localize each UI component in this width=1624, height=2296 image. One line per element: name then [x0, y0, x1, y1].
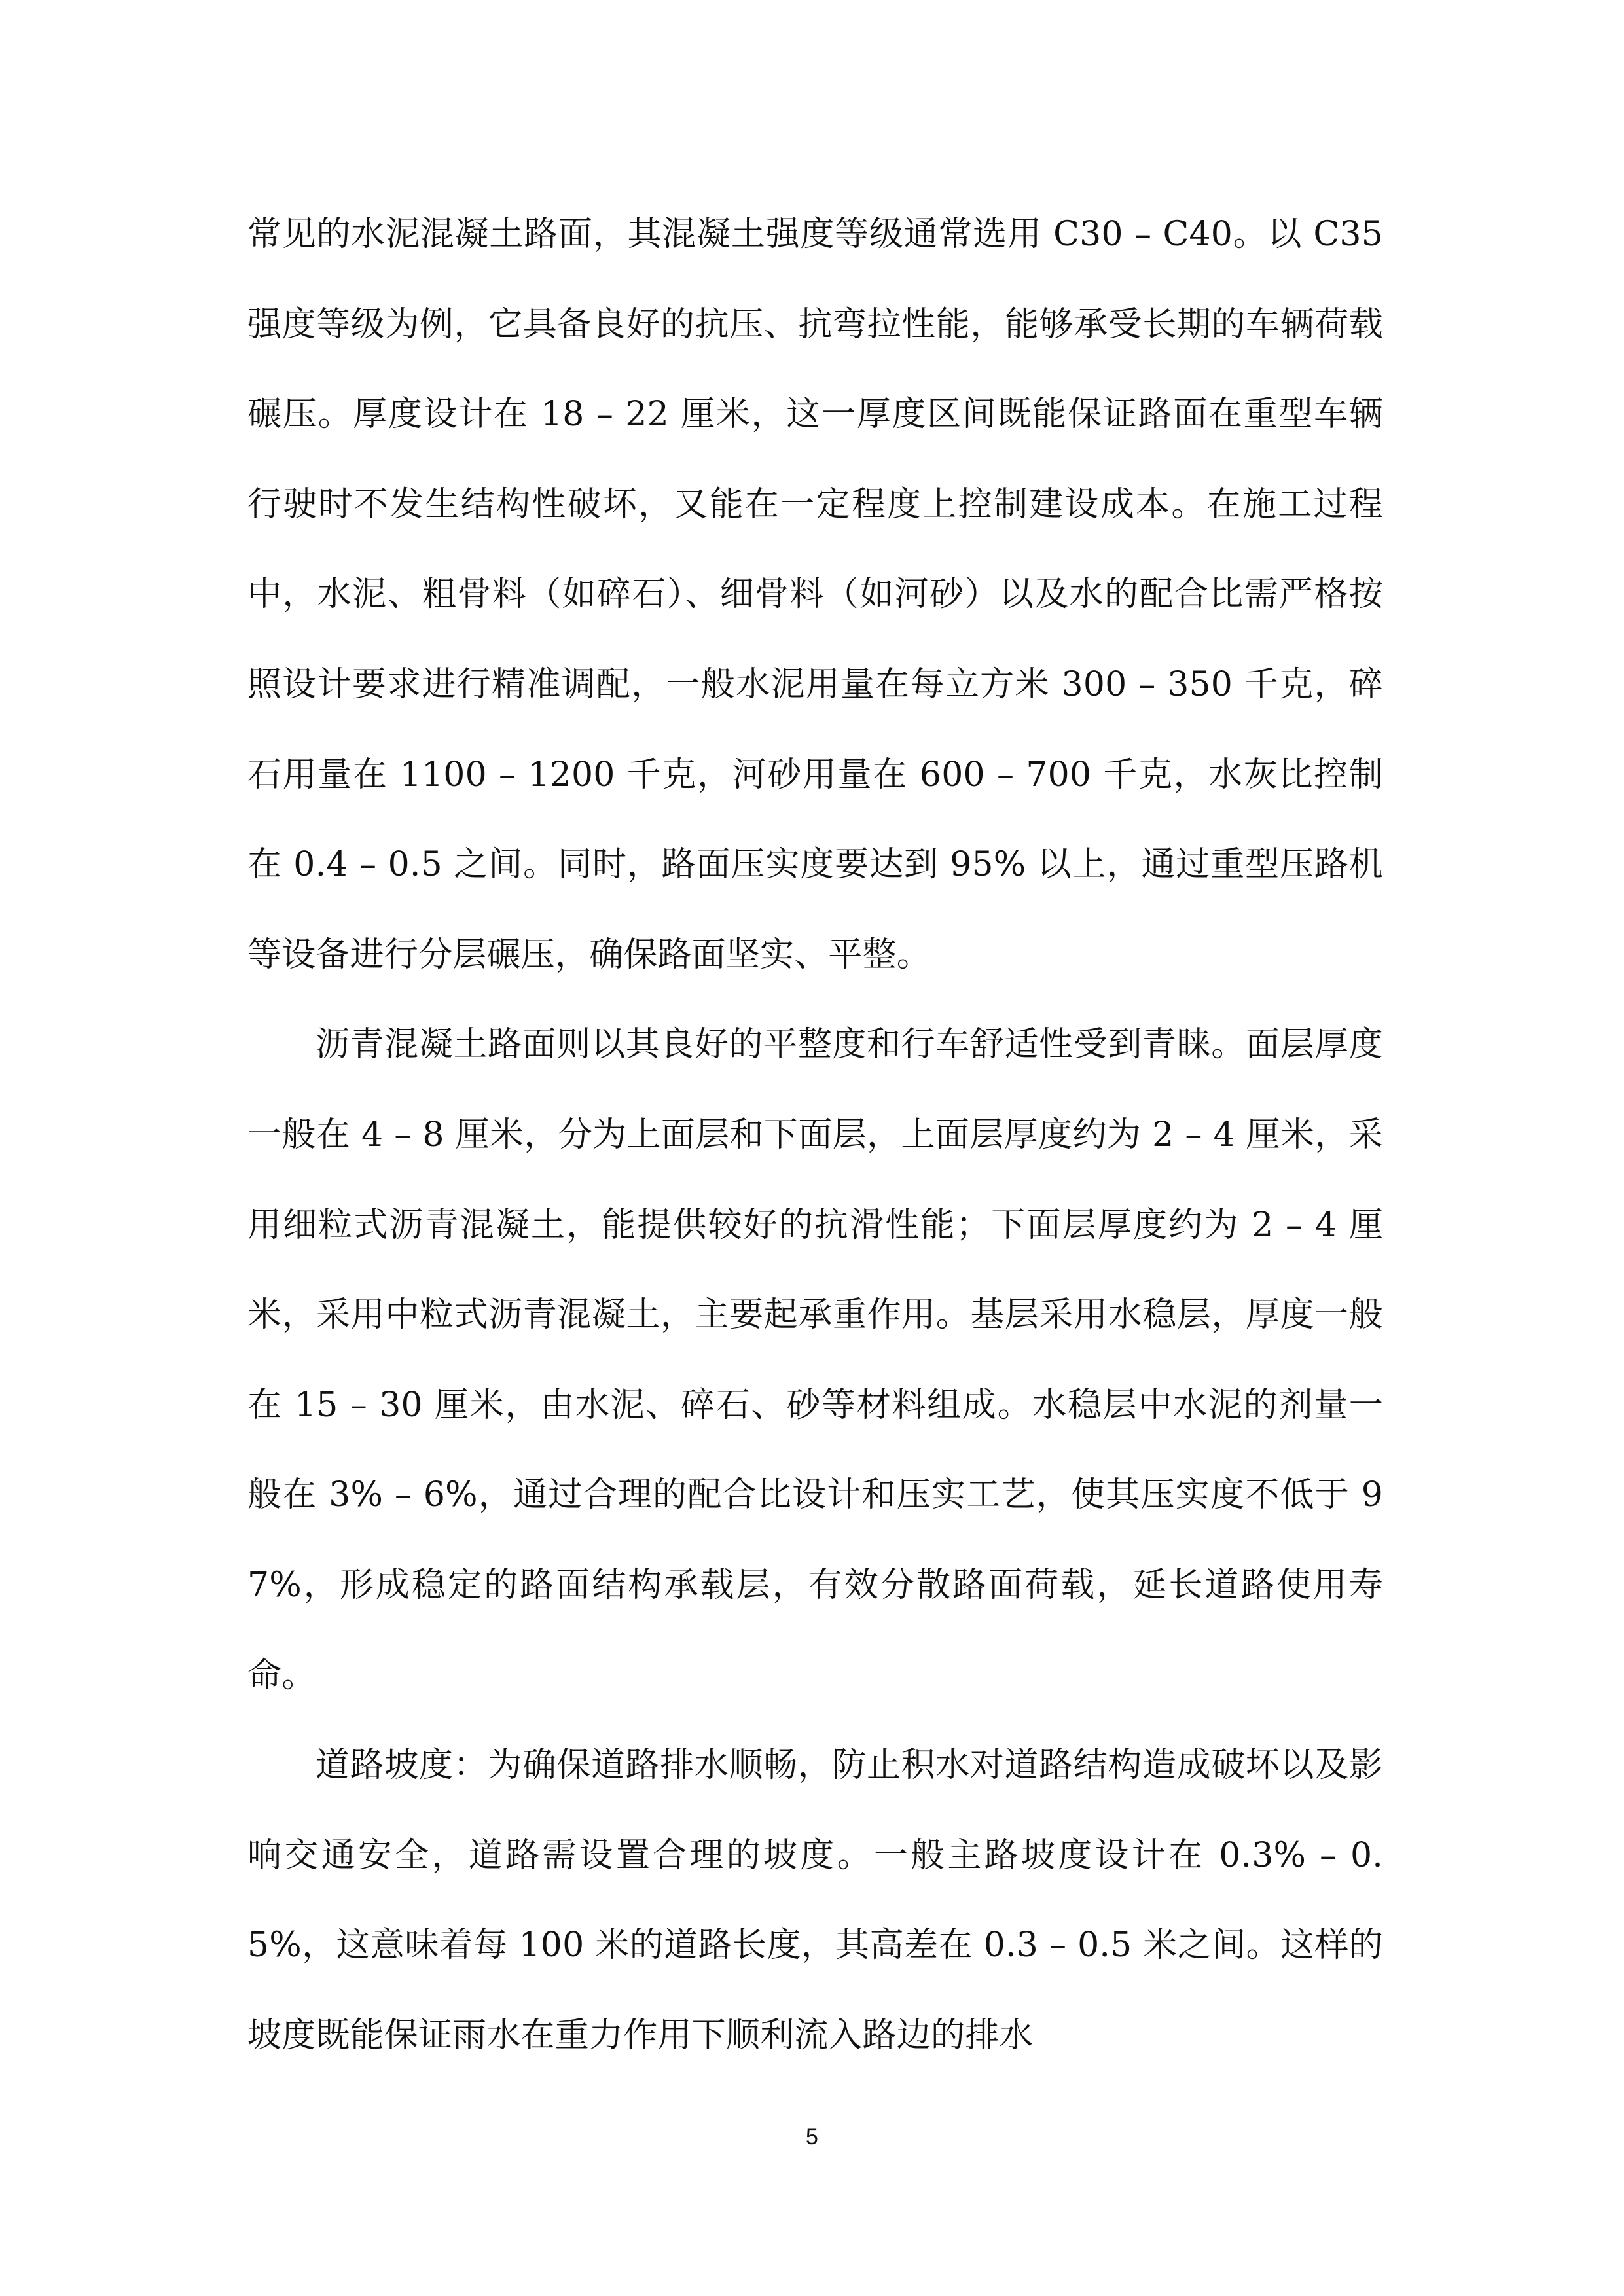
paragraph-road-slope: 道路坡度：为确保道路排水顺畅，防止积水对道路结构造成破坏以及影响交通安全，道路需设置合理的坡度。一般主路坡度设计在 0.3% – 0.5%，这意味着每 100 米的道路长度，其高差在 0.3 – 0.5 米之间。这样的坡度既能保证雨水在重力作用下顺利流入路边的排水 [247, 1746, 1383, 2055]
paragraph-asphalt-pavement: 沥青混凝土路面则以其良好的平整度和行车舒适性受到青睐。面层厚度一般在 4 – 8 厘米，分为上面层和下面层，上面层厚度约为 2 – 4 厘米，采用细粒式沥青混凝土，能提供较好的抗滑性能；下面层厚度约为 2 – 4 厘米，采用中粒式沥青混凝土，主要起承重作用。基层采用水稳层，厚度一般在 15 – 30 厘米，由水泥、碎石、砂等材料组成。水稳层中水泥的剂量一般在 3% – 6%，通过合理的配合比设计和压实工艺，使其压实度不低于 97%，形成稳定的路面结构承载层，有效分散路面荷载，延长道路使用寿命。 [247, 1025, 1383, 1695]
page-number: 5 [806, 2125, 818, 2149]
paragraph-concrete-pavement: 常见的水泥混凝土路面，其混凝土强度等级通常选用 C30 – C40。以 C35 强度等级为例，它具备良好的抗压、抗弯拉性能，能够承受长期的车辆荷载碾压。厚度设计在 18 – 22 厘米，这一厚度区间既能保证路面在重型车辆行驶时不发生结构性破坏，又能在一定程度上控制建设成本。在施工过程中，水泥、粗骨料（如碎石）、细骨料（如河砂）以及水的配合比需严格按照设计要求进行精准调配，一般水泥用量在每立方米 300 – 350 千克，碎石用量在 1100 – 1200 千克，河砂用量在 600 – 700 千克，水灰比控制在 0.4 – 0.5 之间。同时，路面压实度要达到 95% 以上，通过重型压路机等设备进行分层碾压，确保路面坚实、平整。 [247, 215, 1383, 975]
page-content [247, 190, 1383, 2081]
